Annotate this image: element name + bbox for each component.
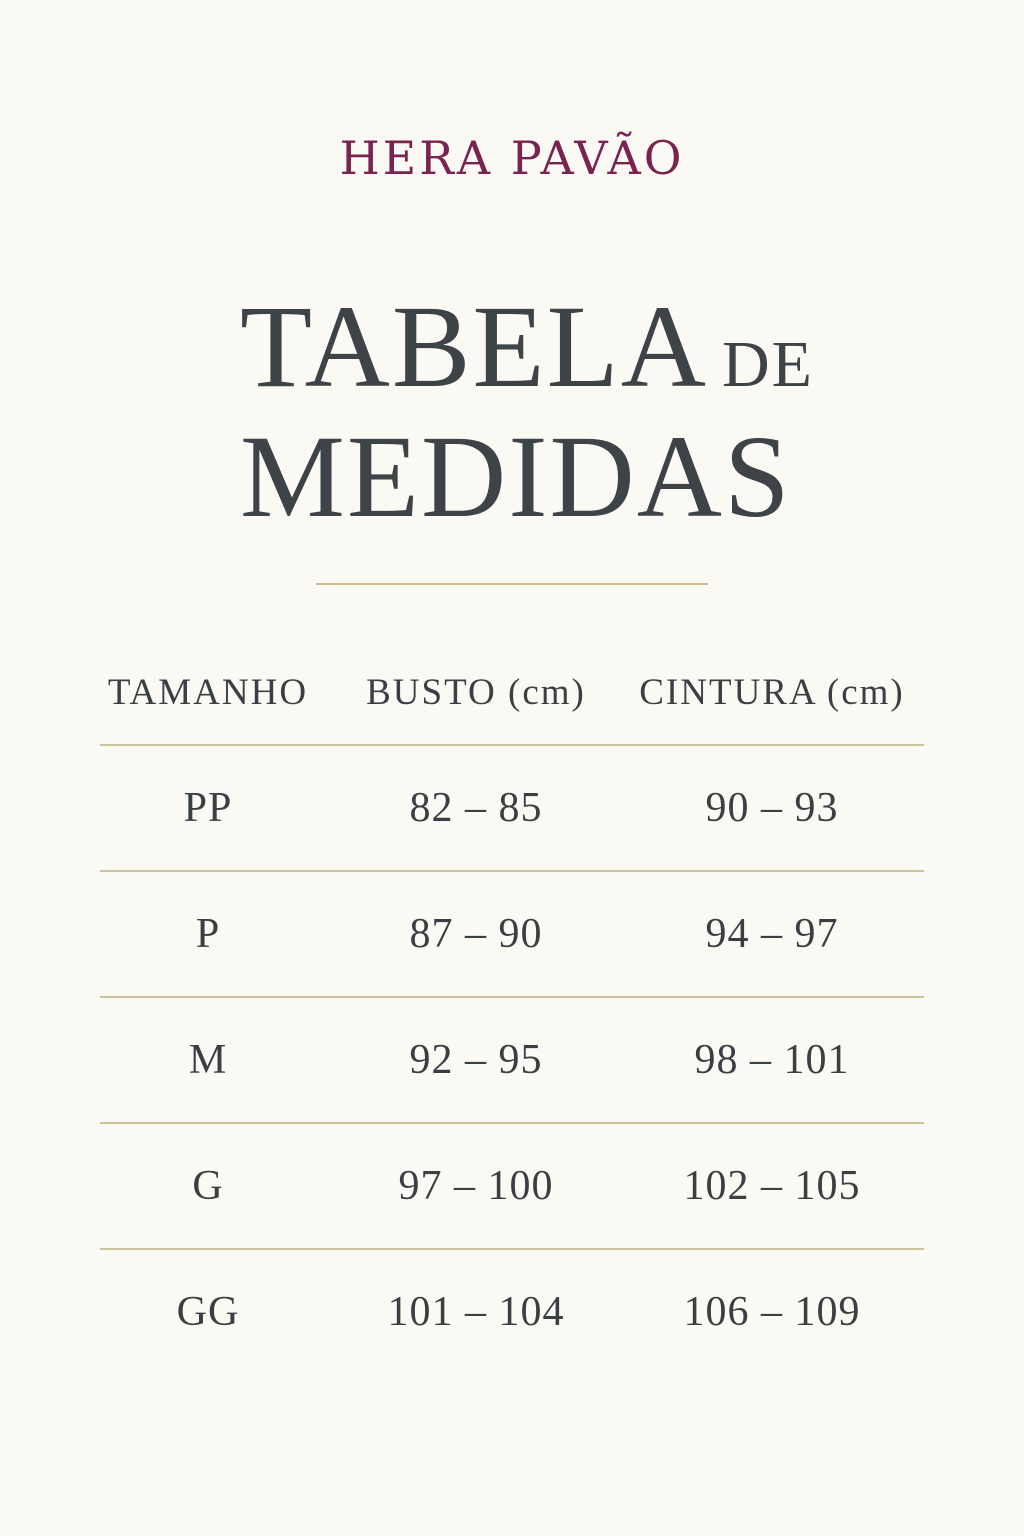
table-row — [100, 998, 924, 1124]
header-waist: CINTURA (cm) — [639, 671, 905, 713]
table-header-row — [100, 640, 924, 746]
size-cell: PP — [183, 785, 233, 831]
page-title-line-1 — [240, 282, 814, 430]
size-cell: P — [195, 911, 221, 957]
title-main-word: TABELA — [240, 281, 708, 412]
bust-cell: 101 – 104 — [387, 1289, 565, 1335]
brand-name: HERA PAVÃO — [339, 131, 685, 185]
size-cell: G — [192, 1163, 224, 1209]
waist-cell: 94 – 97 — [705, 911, 839, 957]
title-divider — [316, 583, 708, 585]
bust-cell: 87 – 90 — [409, 911, 543, 957]
page-title-line-2: MEDIDAS — [240, 411, 792, 542]
table-row — [100, 872, 924, 998]
waist-cell: 102 – 105 — [683, 1163, 861, 1209]
waist-cell: 98 – 101 — [694, 1037, 850, 1083]
size-cell: GG — [176, 1289, 240, 1335]
header-size: TAMANHO — [107, 671, 309, 713]
bust-cell: 97 – 100 — [398, 1163, 554, 1209]
table-row — [100, 746, 924, 872]
size-table — [100, 640, 924, 1374]
bust-cell: 82 – 85 — [409, 785, 543, 831]
bust-cell: 92 – 95 — [409, 1037, 543, 1083]
table-row — [100, 1124, 924, 1250]
header-bust: BUSTO (cm) — [366, 671, 586, 713]
waist-cell: 106 – 109 — [683, 1289, 861, 1335]
title-small-word: DE — [721, 328, 814, 401]
waist-cell: 90 – 93 — [705, 785, 839, 831]
size-cell: M — [188, 1037, 228, 1083]
table-row — [100, 1250, 924, 1374]
